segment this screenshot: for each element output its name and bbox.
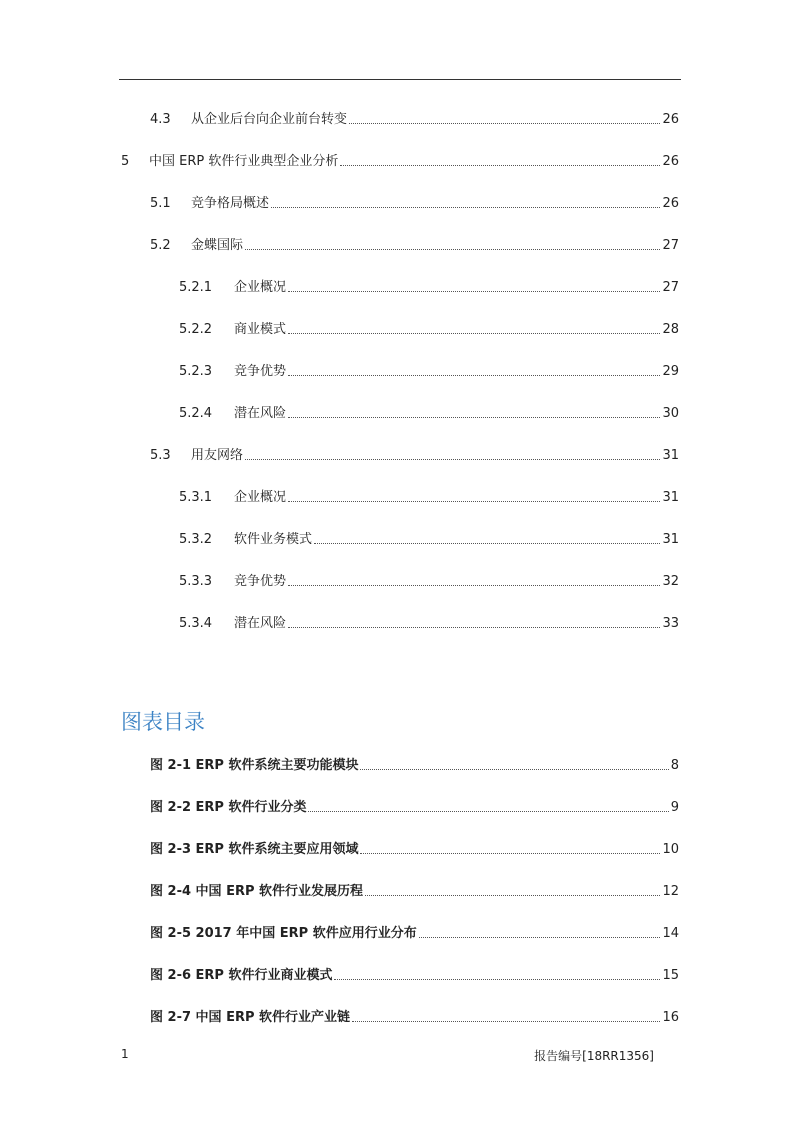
toc-leader [271, 207, 660, 208]
toc-entry-title: 潜在风险 [234, 406, 287, 421]
toc-entry-number: 5.3.4 [179, 616, 213, 631]
figure-entry-page: 10 [662, 842, 679, 857]
toc-entry-page: 26 [662, 196, 679, 211]
toc-entry-number: 5.2.4 [179, 406, 213, 421]
toc-entry-number: 5.3.2 [179, 532, 213, 547]
toc-entry-page: 31 [662, 532, 679, 547]
toc-entry-number: 5.3.1 [179, 490, 213, 505]
figure-entry-page: 12 [662, 884, 679, 899]
toc-entry[interactable] [179, 318, 679, 338]
figures-heading: 图表目录 [121, 710, 205, 734]
toc-leader [288, 417, 660, 418]
toc-entry-number: 5.2.2 [179, 322, 213, 337]
toc-entry[interactable] [179, 528, 679, 548]
toc-entry-title: 软件业务模式 [234, 532, 313, 547]
toc-leader [288, 375, 660, 376]
toc-entry-title: 竞争优势 [234, 364, 287, 379]
toc-leader [288, 585, 660, 586]
figure-entry-page: 16 [662, 1010, 679, 1025]
toc-entry-number: 5.2 [150, 238, 171, 253]
figure-entry-title: 图 2-3 ERP 软件系统主要应用领域 [150, 842, 359, 857]
toc-entry[interactable] [179, 276, 679, 296]
toc-leader [340, 165, 660, 166]
toc-entry[interactable] [179, 570, 679, 590]
toc-entry-title: 潜在风险 [234, 616, 287, 631]
toc-entry-page: 32 [662, 574, 679, 589]
toc-entry[interactable] [179, 486, 679, 506]
toc-leader [419, 937, 661, 938]
toc-leader [365, 895, 660, 896]
toc-entry[interactable] [179, 360, 679, 380]
toc-entry-title: 中国 ERP 软件行业典型企业分析 [149, 154, 339, 169]
report-id: 报告编号[18RR1356] [534, 1049, 654, 1063]
figure-entry-page: 8 [670, 758, 679, 773]
toc-entry-number: 5.1 [150, 196, 171, 211]
figure-entry-page: 15 [662, 968, 679, 983]
toc-leader [360, 769, 668, 770]
toc-entry-title: 用友网络 [191, 448, 244, 463]
figure-entry[interactable] [150, 880, 679, 900]
figure-entry-title: 图 2-1 ERP 软件系统主要功能模块 [150, 758, 359, 773]
toc-entry-title: 金蝶国际 [191, 238, 244, 253]
toc-entry-title: 竞争优势 [234, 574, 287, 589]
toc-leader [334, 979, 660, 980]
figure-entry-title: 图 2-7 中国 ERP 软件行业产业链 [150, 1010, 351, 1025]
toc-entry[interactable] [150, 234, 679, 254]
toc-leader [245, 459, 660, 460]
toc-leader [360, 853, 660, 854]
toc-entry-number: 5.2.1 [179, 280, 213, 295]
toc-leader [352, 1021, 660, 1022]
toc-entry-page: 29 [662, 364, 679, 379]
figure-entry[interactable] [150, 754, 679, 774]
toc-entry-number: 5.3 [150, 448, 171, 463]
toc-entry-page: 31 [662, 448, 679, 463]
toc-entry[interactable] [121, 150, 679, 170]
toc-leader [349, 123, 660, 124]
figure-entry[interactable] [150, 922, 679, 942]
toc-entry[interactable] [150, 444, 679, 464]
toc-entry-page: 27 [662, 280, 679, 295]
toc-leader [308, 811, 668, 812]
figure-entry[interactable] [150, 838, 679, 858]
toc-entry-page: 33 [662, 616, 679, 631]
toc-entry[interactable] [150, 192, 679, 212]
toc-entry-title: 从企业后台向企业前台转变 [191, 112, 348, 127]
header-rule [119, 79, 681, 80]
toc-entry-page: 26 [662, 154, 679, 169]
toc-leader [245, 249, 660, 250]
toc-entry[interactable] [179, 612, 679, 632]
toc-entry-page: 28 [662, 322, 679, 337]
toc-entry[interactable] [179, 402, 679, 422]
page-number: 1 [121, 1047, 129, 1061]
figure-entry-title: 图 2-4 中国 ERP 软件行业发展历程 [150, 884, 364, 899]
toc-entry-page: 31 [662, 490, 679, 505]
toc-entry-number: 5.2.3 [179, 364, 213, 379]
toc-entry-number: 5.3.3 [179, 574, 213, 589]
figure-entry[interactable] [150, 1006, 679, 1026]
toc-entry-title: 企业概况 [234, 280, 287, 295]
toc-entry[interactable] [150, 108, 679, 128]
toc-entry-number: 4.3 [150, 112, 171, 127]
figure-entry-page: 9 [670, 800, 679, 815]
toc-leader [314, 543, 660, 544]
toc-leader [288, 627, 660, 628]
toc-leader [288, 291, 660, 292]
figure-entry[interactable] [150, 796, 679, 816]
toc-entry-page: 30 [662, 406, 679, 421]
toc-entry-title: 商业模式 [234, 322, 287, 337]
toc-leader [288, 501, 660, 502]
figure-entry-page: 14 [662, 926, 679, 941]
toc-entry-title: 企业概况 [234, 490, 287, 505]
toc-entry-number: 5 [121, 154, 130, 169]
toc-entry-page: 26 [662, 112, 679, 127]
figure-entry-title: 图 2-6 ERP 软件行业商业模式 [150, 968, 333, 983]
toc-leader [288, 333, 660, 334]
toc-entry-title: 竞争格局概述 [191, 196, 270, 211]
toc-entry-page: 27 [662, 238, 679, 253]
figure-entry-title: 图 2-2 ERP 软件行业分类 [150, 800, 307, 815]
figure-entry[interactable] [150, 964, 679, 984]
figure-entry-title: 图 2-5 2017 年中国 ERP 软件应用行业分布 [150, 926, 417, 941]
